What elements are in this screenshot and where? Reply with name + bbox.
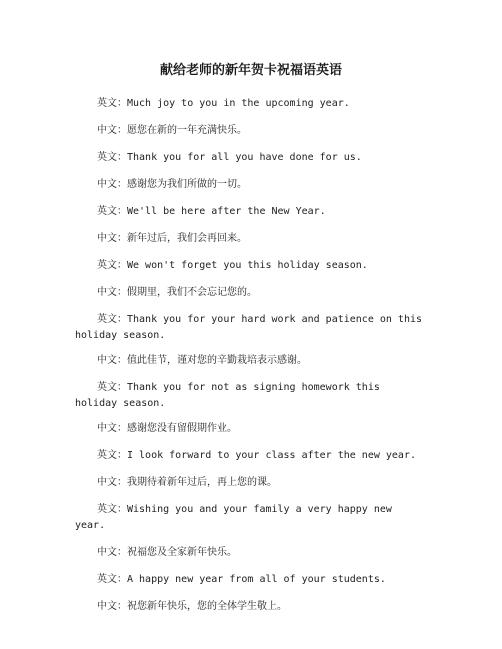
paragraph-chinese-1: 中文：愿您在新的一年充满快乐。 <box>97 125 247 136</box>
paragraph-chinese-2: 中文：感谢您为我们所做的一切。 <box>97 179 247 190</box>
paragraph-english-6: 英文：Thank you for not as signing homework this holiday season. <box>75 382 380 409</box>
paragraph-english-1: 英文：Much joy to you in the upcoming year. <box>97 98 350 109</box>
paragraph-chinese-4: 中文：假期里，我们不会忘记您的。 <box>97 287 257 298</box>
paragraph-chinese-9: 中文：祝您新年快乐，您的全体学生敬上。 <box>97 601 287 612</box>
paragraph-chinese-6: 中文：感谢您没有留假期作业。 <box>97 423 237 434</box>
paragraph-chinese-5: 中文：值此佳节，谨对您的辛勤栽培表示感谢。 <box>97 355 307 366</box>
paragraph-chinese-7: 中文：我期待着新年过后，再上您的课。 <box>97 477 277 488</box>
paragraph-english-8: 英文：Wishing you and your family a very happy new year. <box>75 504 392 531</box>
paragraph-english-3: 英文：We'll be here after the New Year. <box>97 206 326 217</box>
paragraph-english-4: 英文：We won't forget you this holiday season. <box>97 260 368 271</box>
paragraph-english-7: 英文：I look forward to your class after the new year. <box>97 450 416 461</box>
document-title: 献给老师的新年贺卡祝福语英语 <box>159 63 342 78</box>
paragraph-english-5: 英文：Thank you for your hard work and patience on this holiday season. <box>75 314 423 341</box>
paragraph-chinese-3: 中文：新年过后，我们会再回来。 <box>97 233 247 244</box>
paragraph-english-9: 英文：A happy new year from all of your students. <box>97 574 386 585</box>
document-body <box>75 96 425 626</box>
paragraph-chinese-8: 中文：祝福您及全家新年快乐。 <box>97 547 237 558</box>
paragraph-english-2: 英文：Thank you for all you have done for us. <box>97 152 362 163</box>
